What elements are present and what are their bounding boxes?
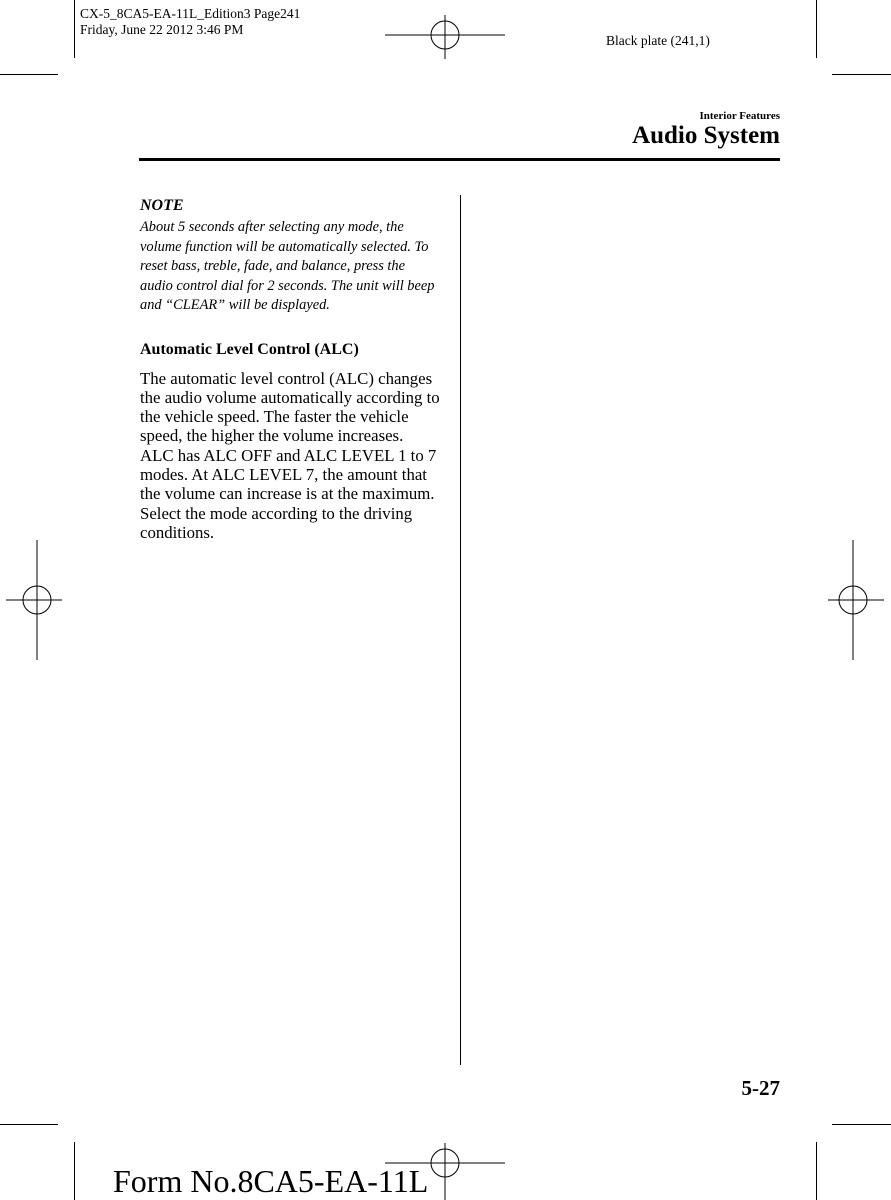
main-content <box>140 196 440 542</box>
alc-heading: Automatic Level Control (ALC) <box>140 340 359 358</box>
page-number: 5-27 <box>741 1076 780 1100</box>
print-header-file-line: CX-5_8CA5-EA-11L_Edition3 Page241 <box>80 6 301 21</box>
print-header <box>80 6 300 38</box>
crop-mark-top-right-horizontal <box>832 74 891 75</box>
registration-crosshair-icon <box>385 15 505 59</box>
column-divider <box>460 195 461 1065</box>
crop-mark-bottom-left-horizontal <box>0 1124 58 1125</box>
print-header-date-line: Friday, June 22 2012 3:46 PM <box>80 22 244 37</box>
note-heading: NOTE <box>140 197 184 214</box>
registration-crosshair-icon <box>828 540 884 660</box>
registration-crosshair-icon <box>6 540 62 660</box>
crop-mark-bottom-right-horizontal <box>832 1124 891 1125</box>
crop-mark-bottom-right-vertical <box>816 1142 817 1200</box>
crop-mark-top-right-vertical <box>816 0 817 58</box>
title-rule <box>139 158 780 161</box>
crop-mark-bottom-left-vertical <box>74 1142 75 1200</box>
section-label: Interior Features <box>699 110 780 122</box>
page-title: Audio System <box>632 122 780 149</box>
crop-mark-top-left-vertical <box>74 0 75 58</box>
alc-body: The automatic level control (ALC) changes the audio volume automatically according to the vehicle speed. The faster the vehicle speed, the higher the volume increases. ALC has ALC OFF and ALC LEVEL 1 to 7 modes. At ALC LEVEL 7, the amount that the volume can increase is at the maximum. Select the mode according to the driving conditions. <box>140 368 440 542</box>
note-body: About 5 seconds after selecting any mode, the volume function will be automatically selected. To reset bass, treble, fade, and balance, press the audio control dial for 2 seconds. The unit will beep and “CLEAR” will be displayed. <box>140 219 435 313</box>
form-number: Form No.8CA5-EA-11L <box>113 1163 429 1199</box>
crop-mark-top-left-horizontal <box>0 74 58 75</box>
plate-label: Black plate (241,1) <box>606 33 710 48</box>
